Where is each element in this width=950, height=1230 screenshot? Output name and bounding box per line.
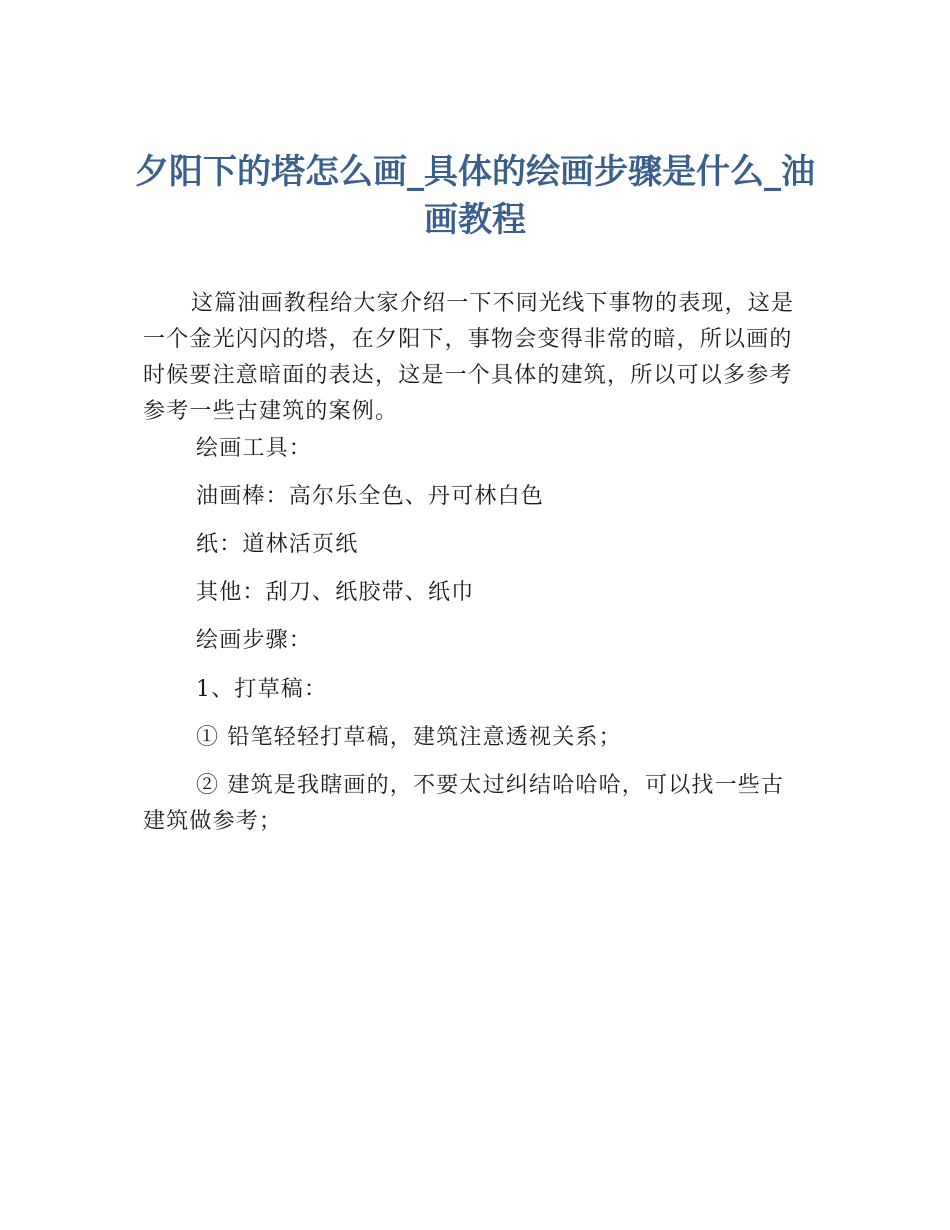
intro-paragraph: 这篇油画教程给大家介绍一下不同光线下事物的表现，这是一个金光闪闪的塔，在夕阳下，事物会变得非常的暗，所以画的时候要注意暗面的表达，这是一个具体的建筑，所以可以多参考参考一些古建筑的案例。 (143, 291, 795, 424)
tool-paper: 纸：道林活页纸 (196, 532, 359, 557)
step1-item1: ① 铅笔轻轻打草稿，建筑注意透视关系； (196, 725, 622, 750)
step1-item2: ② 建筑是我瞎画的，不要太过纠结哈哈哈，可以找一些古建筑做参考； (143, 773, 785, 834)
tool-other: 其他：刮刀、纸胶带、纸巾 (196, 580, 475, 605)
steps-heading: 绘画步骤： (196, 628, 313, 653)
step1-heading: 1、打草稿： (196, 677, 328, 702)
tool-oil-sticks: 油画棒：高尔乐全色、丹可林白色 (196, 484, 545, 509)
tools-heading: 绘画工具： (196, 436, 313, 461)
document-title: 夕阳下的塔怎么画_具体的绘画步骤是什么_油画教程 (135, 152, 815, 240)
